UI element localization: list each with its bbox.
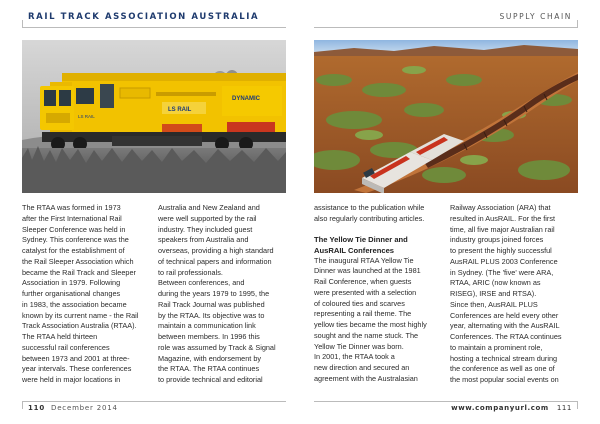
website-url: www.companyurl.com [451,404,549,412]
column-2-text: Australia and New Zealand and were well supported by the rail industry. They included guest speakers from Australia and overseas, providing a high standard of technical papers and information to rail professionals. Between conferences, and during the years 1979 to 1995, the Rail Track Journal was published by the RTAA. Its objective was to maintain a communication link between members. In 1996 this role was assumed by Track & Signal Magazine, with endorsement by the RTAA. The RTAA continues to provide technical and editorial [158,203,276,384]
column-3-intro: assistance to the publication while also regularly contributing articles. [314,203,425,223]
issue-date: December 2014 [51,404,118,412]
footer-tick-right [577,401,578,409]
ls-rail-label: LS RAIL [168,107,192,113]
footer-right [451,404,572,412]
footer-tick-left [22,401,23,409]
header-rule-right [314,27,578,28]
section-subhead: The Yellow Tie Dinner and AusRAIL Conferences [314,234,408,255]
header-rule-left [22,27,286,28]
running-head-section: SUPPLY CHAIN [499,12,572,21]
body-column-3 [314,203,442,385]
cab-rail-label: LS RAIL [78,114,95,119]
footer-rule-left [22,401,286,402]
body-column-2 [158,203,286,386]
column-1-text: The RTAA was formed in 1973 after the First International Rail Sleeper Conference was held in Sydney. This conference was the catalyst for the establishment of the Rail Sleeper Association which became the Rail Track and Sleeper Association in 1979. Following further organisational changes in 1983, the association became known by its current name - the Rail Track Association Australia (RTAA). The RTAA held thirteen successful rail conferences between 1973 and 2001 at three- year intervals. These conferences were held in major locations in [22,203,139,384]
body-column-1 [22,203,150,386]
ore-train-illustration [314,40,578,193]
column-4-text: Railway Association (ARA) that resulted in AusRAIL. For the first time, all five major Australian rail industry groups joined forces to present the highly successful AusRAIL PLUS 2003 Conference in Sydney. (The 'five' were ARA, RTAA, ARIC (now known as RISEG), IRSE and RTSA). Since then, AusRAIL PLUS Conferences are held every other year, alternating with the AusRAIL Conferences. The RTAA continues to maintain a prominent role, hosting a technical stream during the conference as well as one of the most popular social events on [450,203,562,384]
column-3-text: The inaugural RTAA Yellow Tie Dinner was launched at the 1981 Rail Conference, when guests were presented with a selection of coloured ties and scarves representing a rail theme. The yellow ties became the most highly sought and the name stuck. The Yellow Tie Dinner was born. In 2001, the RTAA took a new direction and secured an agreement with the Australasian [314,255,427,383]
footer-rule-right [314,401,578,402]
track-machine-illustration [22,40,286,193]
header-tick-left [22,20,23,28]
page-number-right: 111 [556,404,572,412]
track-machine-photo [22,40,286,193]
ore-train-photo [314,40,578,193]
body-column-4 [450,203,578,386]
page-number-left: 110 [28,404,46,412]
footer-left [28,404,118,412]
header-tick-right [577,20,578,28]
dynamic-label: DYNAMIC [232,96,260,102]
running-head-title: RAIL TRACK ASSOCIATION AUSTRALIA [28,12,260,22]
